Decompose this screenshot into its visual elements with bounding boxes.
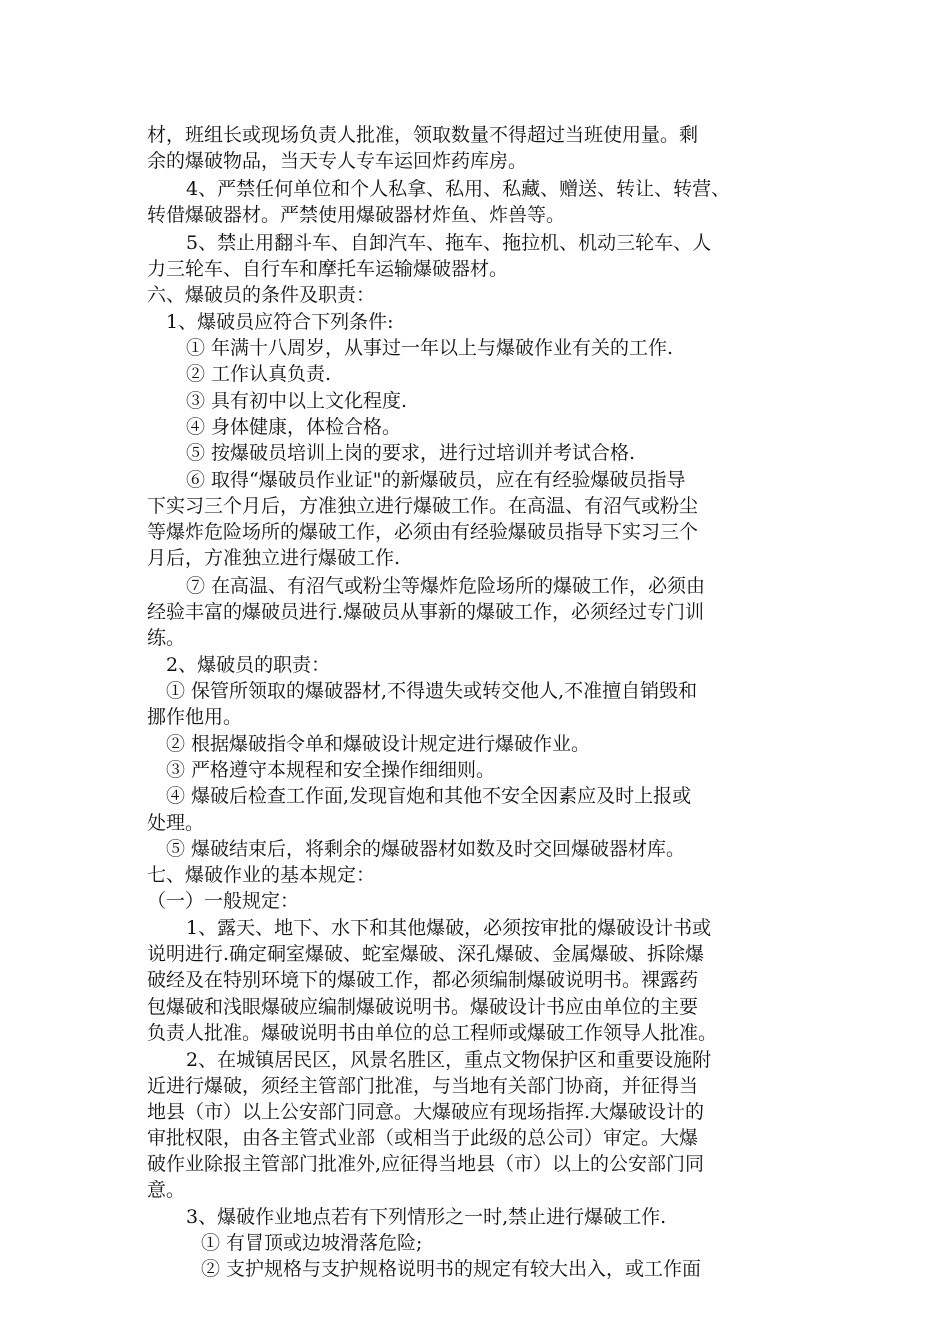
- list-item: ① 年满十八周岁，从事过一年以上与爆破作业有关的工作.: [186, 337, 674, 359]
- text-line: 练。: [147, 627, 186, 649]
- section-heading: 七、爆破作业的基本规定：: [147, 864, 376, 886]
- text-line: 材，班组长或现场负责人批准，领取数量不得超过当班使用量。剩: [147, 124, 699, 146]
- text-line: 经验丰富的爆破员进行.爆破员从事新的爆破工作，必须经过专门训: [147, 601, 705, 623]
- text-line: 5、禁止用翻斗车、自卸汽车、拖车、拖拉机、机动三轮车、人: [186, 232, 712, 254]
- text-line: 转借爆破器材。严禁使用爆破器材炸鱼、炸兽等。: [147, 204, 566, 226]
- list-item: ① 有冒顶或边坡滑落危险;: [201, 1232, 423, 1254]
- list-item: ⑦ 在高温、有沼气或粉尘等爆炸危险场所的爆破工作，必须由: [186, 575, 706, 597]
- list-item: ③ 具有初中以上文化程度.: [186, 390, 408, 412]
- list-item: ④ 爆破后检查工作面,发现盲炮和其他不安全因素应及时上报或: [166, 785, 692, 807]
- list-item: ⑤ 爆破结束后，将剩余的爆破器材如数及时交回爆破器材库。: [166, 838, 686, 860]
- text-line: 说明进行.确定硐室爆破、蛇室爆破、深孔爆破、金属爆破、拆除爆: [147, 943, 705, 965]
- text-line: 等爆炸危险场所的爆破工作，必须由有经验爆破员指导下实习三个: [147, 521, 699, 543]
- sub-heading: 1、爆破员应符合下列条件:: [166, 311, 394, 333]
- list-item: ③ 严格遵守本规程和安全操作细细则。: [166, 759, 496, 781]
- text-line: 余的爆破物品，当天专人专车运回炸药库房。: [147, 150, 528, 172]
- text-line: 意。: [147, 1179, 186, 1201]
- list-item: ② 支护规格与支护规格说明书的规定有较大出入，或工作面: [201, 1258, 702, 1280]
- sub-heading: （一）一般规定：: [147, 890, 300, 912]
- text-line: 挪作他用。: [147, 706, 243, 728]
- list-item: ⑤ 按爆破员培训上岗的要求，进行过培训并考试合格.: [186, 442, 636, 464]
- sub-heading: 2、爆破员的职责：: [166, 654, 331, 676]
- text-line: 包爆破和浅眼爆破应编制爆破说明书。爆破设计书应由单位的主要: [147, 996, 699, 1018]
- text-line: 月后，方准独立进行爆破工作.: [147, 547, 401, 569]
- list-item: ④ 身体健康，体检合格。: [186, 416, 402, 438]
- list-item: ② 根据爆破指令单和爆破设计规定进行爆破作业。: [166, 733, 591, 755]
- text-line: 下实习三个月后，方准独立进行爆破工作。在高温、有沼气或粉尘: [147, 495, 699, 517]
- list-item: ⑥ 取得“爆破员作业证"的新爆破员，应在有经验爆破员指导: [186, 469, 686, 491]
- text-line: 负责人批准。爆破说明书由单位的总工程师或爆破工作领导人批准。: [147, 1022, 718, 1044]
- text-line: 力三轮车、自行车和摩托车运输爆破器材。: [147, 258, 509, 280]
- text-line: 处理。: [147, 812, 205, 834]
- list-item: ① 保管所领取的爆破器材,不得遗失或转交他人,不准擅自销毁和: [166, 680, 698, 702]
- text-line: 破作业除报主管部门批准外,应征得当地县（市）以上的公安部门同: [147, 1153, 705, 1175]
- text-line: 破经及在特别环境下的爆破工作，都必须编制爆破说明书。裸露药: [147, 969, 699, 991]
- text-line: 审批权限，由各主管式业部（或相当于此级的总公司）审定。大爆: [147, 1127, 699, 1149]
- list-item: ② 工作认真负责.: [186, 363, 332, 385]
- text-line: 1、露天、地下、水下和其他爆破，必须按审批的爆破设计书或: [186, 917, 712, 939]
- section-heading: 六、爆破员的条件及职责：: [147, 284, 376, 306]
- text-line: 地县（市）以上公安部门同意。大爆破应有现场指挥.大爆破设计的: [147, 1101, 705, 1123]
- text-line: 3、爆破作业地点若有下列情形之一时,禁止进行爆破工作.: [186, 1206, 667, 1228]
- text-line: 4、严禁任何单位和个人私拿、私用、私藏、赠送、转让、转营、: [186, 178, 731, 200]
- text-line: 近进行爆破，须经主管部门批准，与当地有关部门协商，并征得当: [147, 1075, 699, 1097]
- text-line: 2、在城镇居民区，风景名胜区，重点文物保护区和重要设施附: [186, 1049, 712, 1071]
